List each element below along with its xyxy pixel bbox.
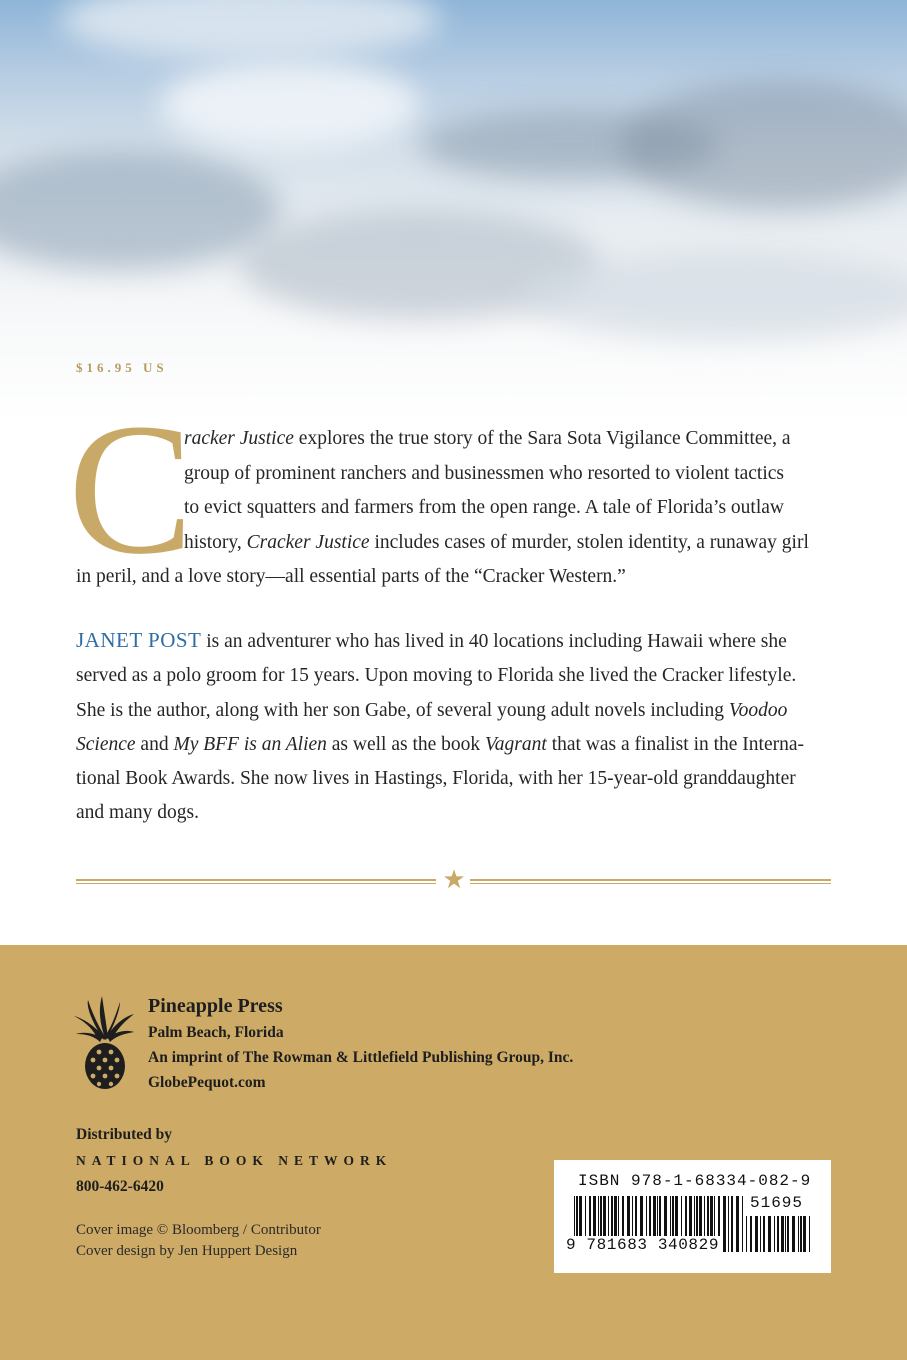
publisher-name: Pineapple Press <box>148 995 283 1017</box>
cover-image-credit: Cover image © Bloomberg / Contributor <box>76 1222 321 1238</box>
publisher-location: Palm Beach, Florida <box>148 1024 284 1041</box>
barcode-bar <box>723 1196 726 1252</box>
description-line: group of prominent ranchers and businessmen who resorted to violent tactics <box>184 462 785 484</box>
description-line: in peril, and a love story—all essential parts of the “Cracker Western.” <box>76 566 626 587</box>
isbn-text: ISBN 978-1-68334-082-9 <box>578 1172 812 1190</box>
book-description <box>76 422 836 595</box>
publisher-imprint: An imprint of The Rowman & Littlefield Publishing Group, Inc. <box>148 1049 574 1066</box>
isbn-barcode <box>554 1160 831 1273</box>
author-name: JANET POST <box>76 628 202 652</box>
barcode-bar <box>777 1216 779 1252</box>
barcode-bar <box>809 1216 810 1252</box>
star-icon: ★ <box>442 865 466 894</box>
cover-design-credit: Cover design by Jen Huppert Design <box>76 1243 298 1259</box>
distributed-by-label: Distributed by <box>76 1126 173 1143</box>
publisher-info <box>148 992 573 1095</box>
barcode-bar <box>798 1216 799 1252</box>
description-line: to evict squatters and farmers from the open range. A tale of Florida’s outlaw <box>184 497 784 518</box>
barcode-bar <box>768 1216 771 1252</box>
description-line: racker Justice explores the true story of the Sara Sota Vigilance Committee, a <box>184 428 791 449</box>
bio-line: tional Book Awards. She now lives in Hastings, Florida, with her 15-year-old granddaughter <box>76 768 796 790</box>
divider-rule <box>76 879 436 884</box>
barcode-bar <box>736 1196 739 1252</box>
price-label: $16.95 US <box>76 360 168 375</box>
description-line: history, Cracker Justice includes cases of murder, stolen identity, a runaway girl <box>184 531 809 553</box>
barcode-bar <box>742 1196 743 1252</box>
barcode-bar <box>755 1216 758 1252</box>
barcode-bar <box>728 1196 729 1252</box>
bio-line: served as a polo groom for 15 years. Upon moving to Florida she lived the Cracker lifestyle. <box>76 665 797 687</box>
star-divider <box>76 865 831 896</box>
barcode-addon-bars <box>746 1216 810 1252</box>
cover-credits <box>76 1220 321 1262</box>
distributor-phone: 800-462-6420 <box>76 1178 164 1195</box>
barcode-bar <box>800 1216 802 1252</box>
barcode-bar <box>803 1216 806 1252</box>
author-bio <box>76 623 836 831</box>
barcode-bar <box>781 1216 784 1252</box>
publisher-website: GlobePequot.com <box>148 1074 266 1091</box>
barcode-bar <box>763 1216 765 1252</box>
sky-cloud-image <box>0 0 907 420</box>
bio-line: Science and My BFF is an Alien as well as the book Vagrant that was a finalist in the Interna- <box>76 733 805 755</box>
barcode-bar <box>750 1216 752 1252</box>
barcode-bar <box>792 1216 795 1252</box>
barcode-bar <box>787 1216 789 1252</box>
barcode-digits: 9 781683 340829 <box>566 1236 720 1254</box>
pineapple-icon <box>74 996 136 1090</box>
drop-cap: C <box>68 384 194 593</box>
barcode-bar <box>785 1216 786 1252</box>
barcode-bar <box>746 1216 747 1252</box>
barcode-bar <box>760 1216 761 1252</box>
barcode-bar <box>731 1196 733 1252</box>
barcode-addon-number: 51695 <box>750 1194 804 1212</box>
distribution-info <box>76 1124 392 1198</box>
divider-rule <box>470 879 831 884</box>
barcode-bar <box>774 1216 775 1252</box>
distributor-name: NATIONAL BOOK NETWORK <box>76 1153 393 1168</box>
bio-line: JANET POST is an adventurer who has lived in 40 locations including Hawaii where she <box>76 628 787 652</box>
bio-line: and many dogs. <box>76 802 199 824</box>
bio-line: She is the author, along with her son Gabe, of several young adult novels including Voodoo <box>76 699 788 721</box>
